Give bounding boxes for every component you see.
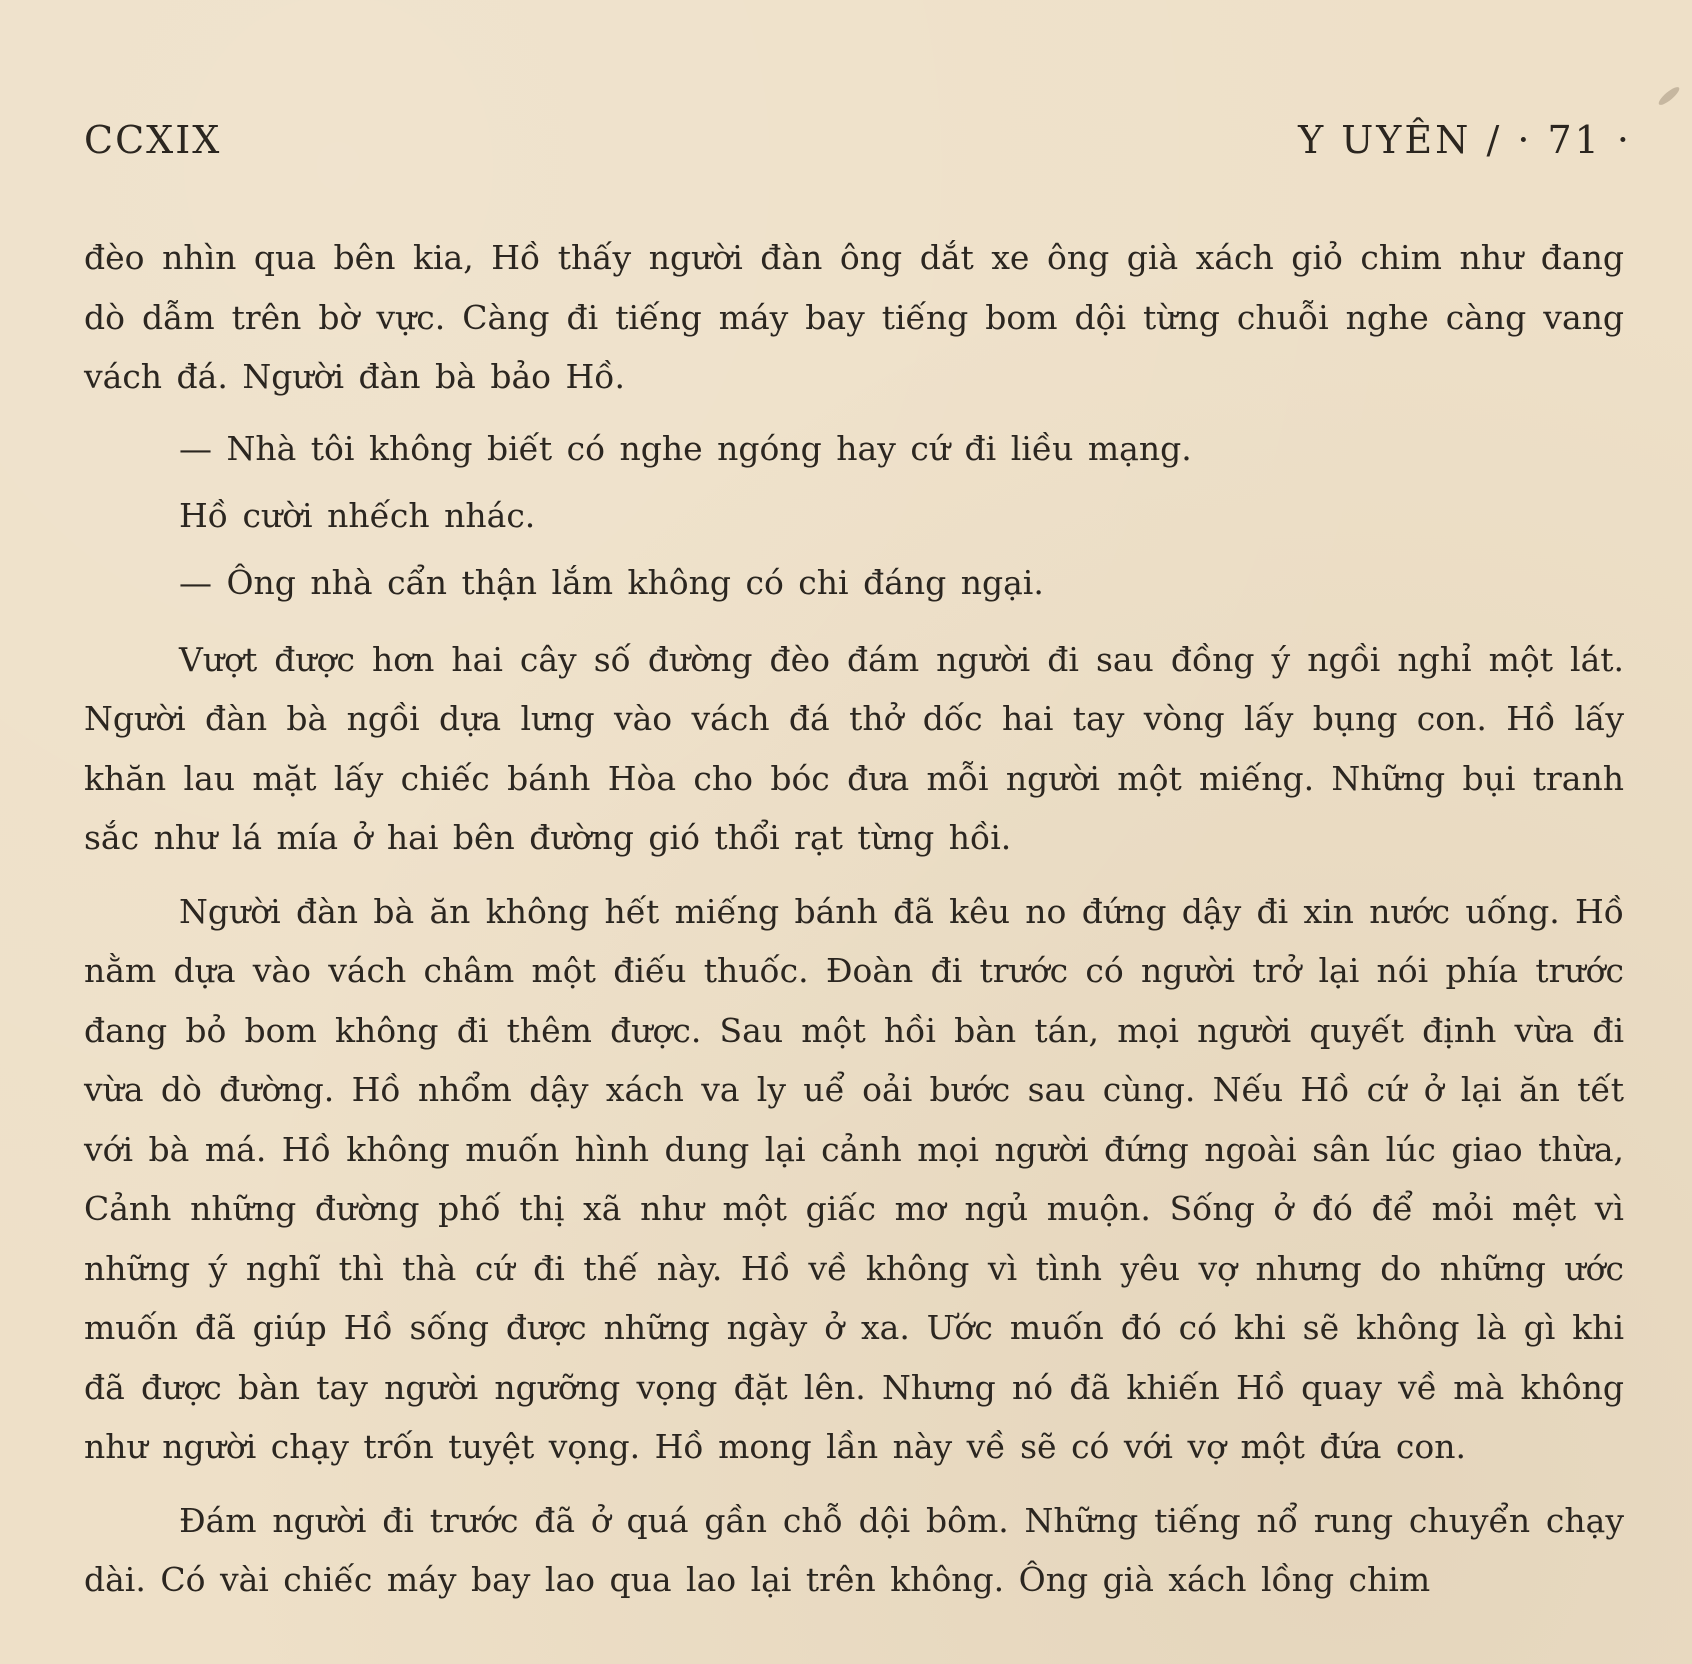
paragraph-2: Vượt được hơn hai cây số đường đèo đám người đi sau đồng ý ngồi nghỉ một lát. Người đàn bà ngồi dựa lưng vào vách đá thở dốc hai tay vòng lấy bụng con. Hồ lấy khăn lau mặt lấy chiếc bánh Hòa cho bóc đưa mỗi người một miếng. Những bụi tranh sắc như lá mía ở hai bên đường gió thổi rạt từng hồi. [84, 639, 1624, 857]
dialogue-line-1: — Nhà tôi không biết có nghe ngóng hay cứ đi liều mạng. [179, 428, 1192, 468]
page-body [84, 228, 1624, 1610]
paragraph-1: đèo nhìn qua bên kia, Hồ thấy người đàn ông dắt xe ông già xách giỏ chim như đang dò dẫm trên bờ vực. Càng đi tiếng máy bay tiếng bom dội từng chuỗi nghe càng vang vách đá. Người đàn bà bảo Hồ. [84, 238, 1624, 396]
dialogue-line-3: — Ông nhà cẩn thận lắm không có chi đáng ngại. [179, 562, 1044, 602]
page-header [84, 118, 1632, 178]
paragraph-4: Đám người đi trước đã ở quá gần chỗ dội bôm. Những tiếng nổ rung chuyển chạy dài. Có vài chiếc máy bay lao qua lao lại trên không. Ông già xách lồng chim [84, 1500, 1624, 1599]
paragraph-3: Người đàn bà ăn không hết miếng bánh đã kêu no đứng dậy đi xin nước uống. Hồ nằm dựa vào vách châm một điếu thuốc. Đoàn đi trước có người trở lại nói phía trước đang bỏ bom không đi thêm được. Sau một hồi bàn tán, mọi người quyết định vừa đi vừa dò đường. Hồ nhổm dậy xách va ly uể oải bước sau cùng. Nếu Hồ cứ ở lại ăn tết với bà má. Hồ không muốn hình dung lại cảnh mọi người đứng ngoài sân lúc giao thừa, Cảnh những đường phố thị xã như một giấc mơ ngủ muộn. Sống ở đó để mỏi mệt vì những ý nghĩ thì thà cứ đi thế này. Hồ về không vì tình yêu vợ nhưng do những ước muốn đã giúp Hồ sống được những ngày ở xa. Ước muốn đó có khi sẽ không là gì khi đã được bàn tay người ngưỡng vọng đặt lên. Nhưng nó đã khiến Hồ quay về mà không như người chạy trốn tuyệt vọng. Hồ mong lần này về sẽ có với vợ một đứa con. [84, 891, 1624, 1466]
running-head: Y UYÊN / · 71 · [1298, 118, 1632, 162]
ink-mark [1656, 85, 1681, 108]
chapter-folio: CCXIX [84, 118, 222, 162]
dialogue-line-2: Hồ cười nhếch nhác. [179, 495, 536, 535]
